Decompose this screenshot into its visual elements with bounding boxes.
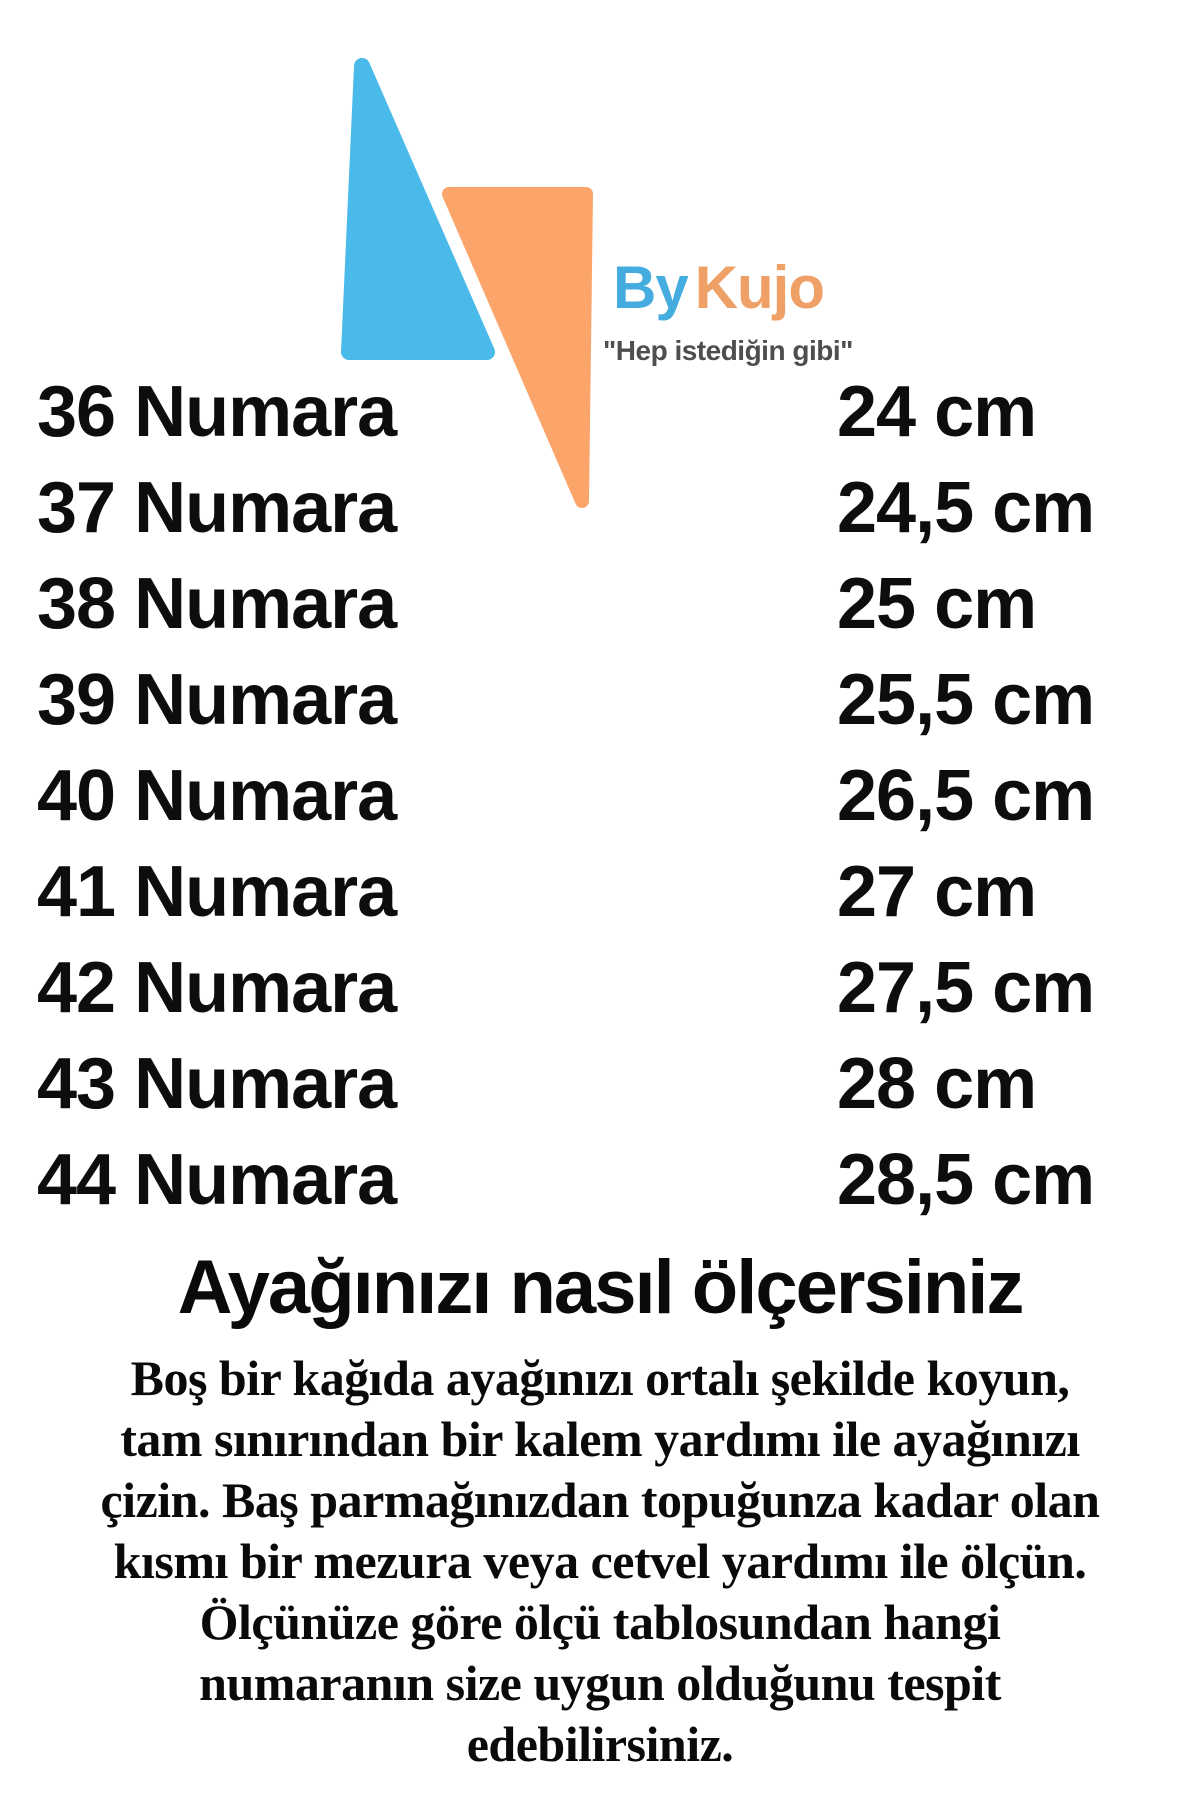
how-to-measure-heading: Ayağınızı nasıl ölçersiniz <box>177 1245 1023 1330</box>
paragraph-line: edebilirsiniz. <box>466 1716 734 1772</box>
shoe-size-label: 38 Numara <box>37 564 397 644</box>
size-table <box>0 364 1200 1228</box>
paragraph-line: kısmı bir mezura veya cetvel yardımı ile ölçün. <box>113 1533 1087 1589</box>
shoe-size-label: 40 Numara <box>37 756 397 836</box>
foot-length-value: 25 cm <box>837 564 1037 644</box>
shoe-size-label: 37 Numara <box>37 468 397 548</box>
paragraph-line: Ölçünüze göre ölçü tablosundan hangi <box>199 1594 1001 1650</box>
foot-length-value: 27,5 cm <box>837 948 1095 1028</box>
foot-length-value: 27 cm <box>837 852 1037 932</box>
brand-tagline: "Hep istediğin gibi" <box>603 335 853 366</box>
foot-length-value: 25,5 cm <box>837 660 1095 740</box>
blue-triangle-icon <box>349 66 487 352</box>
shoe-size-label: 36 Numara <box>37 372 397 452</box>
foot-length-value: 26,5 cm <box>837 756 1095 836</box>
shoe-size-label: 43 Numara <box>37 1044 397 1124</box>
table-row <box>0 940 1200 1036</box>
shoe-size-label: 41 Numara <box>37 852 397 932</box>
paragraph-line: numaranın size uygun olduğunu tespit <box>199 1655 1001 1711</box>
shoe-size-label: 42 Numara <box>37 948 397 1028</box>
table-row <box>0 364 1200 460</box>
paragraph-line: tam sınırından bir kalem yardımı ile ayağınızı <box>120 1411 1080 1467</box>
shoe-size-label: 39 Numara <box>37 660 397 740</box>
brand-wordmark <box>613 254 825 321</box>
brand-by-text: By <box>613 254 688 321</box>
foot-length-value: 28,5 cm <box>837 1140 1095 1220</box>
shoe-size-label: 44 Numara <box>37 1140 397 1220</box>
table-row <box>0 652 1200 748</box>
table-row <box>0 748 1200 844</box>
how-to-measure-paragraph <box>0 1348 1200 1775</box>
foot-length-value: 24,5 cm <box>837 468 1095 548</box>
table-row <box>0 1132 1200 1228</box>
paragraph-line: Boş bir kağıda ayağınızı ortalı şekilde koyun, <box>130 1350 1070 1406</box>
table-row <box>0 1036 1200 1132</box>
table-row <box>0 844 1200 940</box>
brand-kujo-text: Kujo <box>694 254 825 321</box>
foot-length-value: 24 cm <box>837 372 1037 452</box>
table-row <box>0 460 1200 556</box>
paragraph-line: çizin. Baş parmağınızdan topuğunza kadar olan <box>100 1472 1100 1528</box>
table-row <box>0 556 1200 652</box>
foot-length-value: 28 cm <box>837 1044 1037 1124</box>
